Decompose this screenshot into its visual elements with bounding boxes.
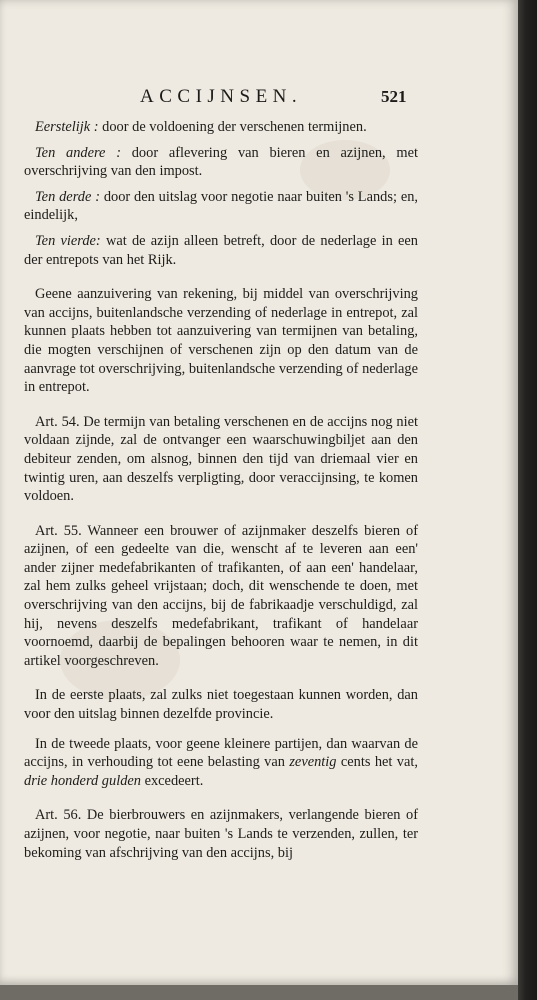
paragraph: Ten andere : door aflevering van bieren en azijnen, met overschrijving van den impost. (24, 144, 418, 180)
article-55: Art. 55. Wanneer een brouwer of azijnmaker deszelfs bieren of azijnen, of een gedeelte van die, wenscht af te leveren aan een' ander zijner medefabrikanten of trafikanten, of aan een' handelaar, zal hem zulks geheel vrijstaan; doch, dit wenschende te doen, met overschrijving van den accijns, bij de fabrikaadje verschuldigd, zal hij, nevens deszelfs medefabrikant, trafikant of handelaar voornoemd, daarbij de bepalingen behooren waar te nemen, in dit artikel voorgeschreven. (24, 522, 418, 669)
paragraph: Geene aanzuivering van rekening, bij middel van overschrijving van accijns, buitenlandsche verzending of nederlage in entrepot, zal kunnen plaats hebben tot aanzuivering van termijnen van betaling, die mogten verschijnen of verschenen zijn op den datum van de aanvrage tot overschrijving, buitenlandsche verzending of nederlage in entrepot. (24, 286, 418, 396)
paragraph: Eerstelijk : door de voldoening der verschenen termijnen. (35, 119, 367, 135)
paragraph: Ten derde : door den uitslag voor negotie naar buiten 's Lands; en, eindelijk, (24, 188, 418, 224)
article-54: Art. 54. De termijn van betaling verschenen en de accijns nog niet voldaan zijnde, zal de ontvanger een waarschuwingbiljet aan den debiteur zenden, om alsnog, binnen den tijd van driemaal vier en twintig uren, aan deszelfs verpligting, door veraccijnsing, te komen voldoen. (24, 413, 418, 505)
book-edge (518, 0, 537, 1000)
paragraph-lead: Ten vierde: (35, 232, 101, 249)
body-text (24, 118, 418, 873)
article-56: Art. 56. De bierbrouwers en azijnmakers, verlangende bieren of azijnen, voor negotie, naar buiten 's Lands te verzenden, zullen, ter bekoming van afschrijving van den accijns, bij (24, 807, 418, 861)
paragraph: Ten vierde: wat de azijn alleen betreft, door de nederlage in een der entrepots van het Rijk. (24, 232, 418, 268)
page-number: 521 (381, 87, 407, 106)
paragraph-lead: Ten andere : (35, 144, 121, 161)
paragraph-lead: Ten derde : (35, 188, 100, 205)
paragraph: In de tweede plaats, voor geene kleinere partijen, dan waarvan de accijns, in verhouding tot eene belasting van zeventig cents het vat, drie honderd gulden excedeert. (24, 735, 418, 789)
page-header (0, 86, 518, 110)
running-title: ACCIJNSEN. (140, 86, 303, 107)
paragraph: In de eerste plaats, zal zulks niet toegestaan kunnen worden, dan voor den uitslag binnen dezelfde provincie. (24, 687, 418, 723)
paragraph-lead: Eerstelijk : (35, 119, 99, 135)
